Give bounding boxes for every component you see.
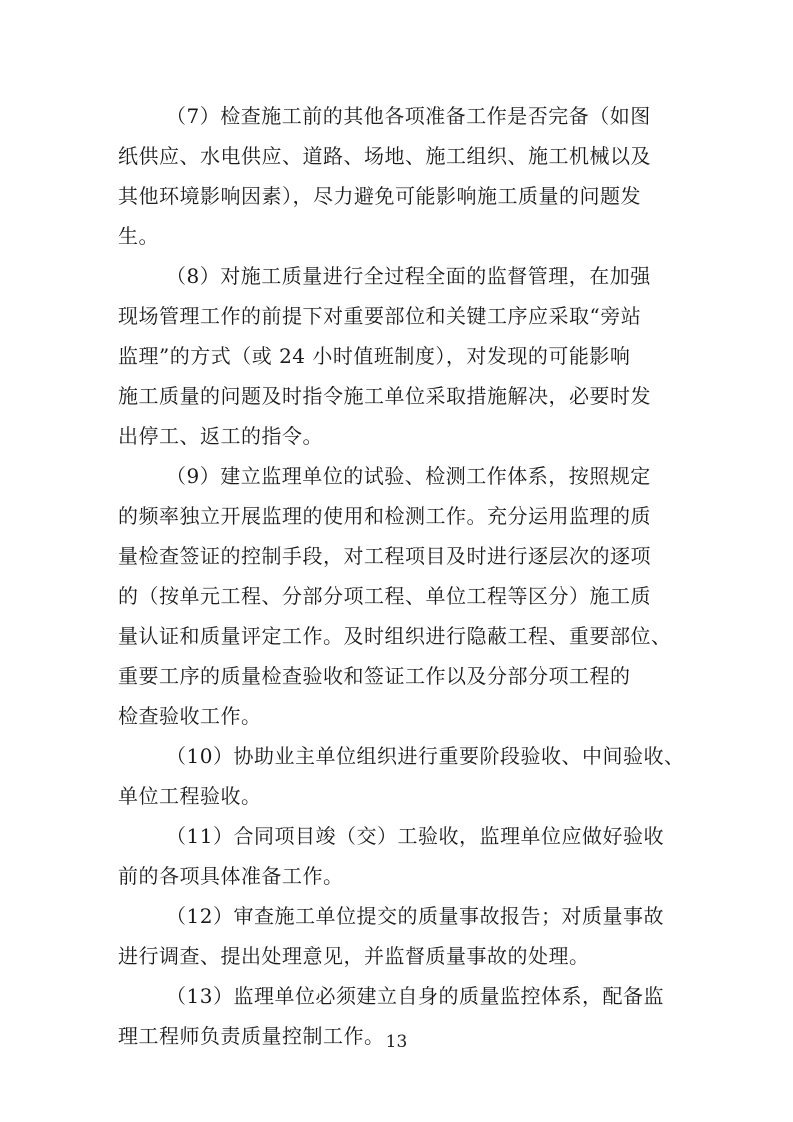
text-line: 进行调查、提出处理意见，并监督质量事故的处理。 (118, 944, 590, 968)
text-line: 前的各项具体准备工作。 (118, 864, 344, 888)
document-body (118, 96, 685, 1056)
text-line: 现场管理工作的前提下对重要部位和关键工序应采取“旁站 (118, 304, 642, 328)
paragraph-item-11 (118, 816, 678, 896)
text-line: 检查验收工作。 (118, 704, 262, 728)
paragraph-item-7 (118, 96, 678, 256)
text-line: 的（按单元工程、分部分项工程、单位工程等区分）施工质 (118, 584, 651, 608)
paragraph-item-9 (118, 456, 678, 736)
text-line: 施工质量的问题及时指令施工单位采取措施解决，必要时发 (118, 384, 651, 408)
text-line: （13）监理单位必须建立自身的质量监控体系，配备监 (166, 984, 664, 1008)
page-number: 13 (385, 1032, 408, 1052)
text-line: 单位工程验收。 (118, 784, 262, 808)
text-line: 监理”的方式（或 24 小时值班制度），对发现的可能影响 (118, 344, 631, 368)
paragraph-item-8 (118, 256, 678, 456)
text-line: 的频率独立开展监理的使用和检测工作。充分运用监理的质 (118, 504, 651, 528)
text-line: 量认证和质量评定工作。及时组织进行隐蔽工程、重要部位、 (118, 624, 672, 648)
text-line: 量检查签证的控制手段，对工程项目及时进行逐层次的逐项 (118, 544, 651, 568)
text-line: 其他环境影响因素），尽力避免可能影响施工质量的问题发 (118, 184, 641, 208)
text-line: （9）建立监理单位的试验、检测工作体系，按照规定 (166, 464, 651, 488)
text-line: 出停工、返工的指令。 (118, 424, 323, 448)
text-line: （12）审查施工单位提交的质量事故报告；对质量事故 (166, 904, 664, 928)
text-line: （11）合同项目竣（交）工验收，监理单位应做好验收 (166, 824, 664, 848)
text-line: （10）协助业主单位组织进行重要阶段验收、中间验收、 (166, 744, 685, 768)
text-line: 理工程师负责质量控制工作。 (118, 1024, 385, 1048)
text-line: （7）检查施工前的其他各项准备工作是否完备（如图 (166, 104, 651, 128)
text-line: （8）对施工质量进行全过程全面的监督管理，在加强 (166, 264, 651, 288)
paragraph-item-10 (118, 736, 685, 816)
paragraph-item-12 (118, 896, 678, 976)
text-line: 生。 (118, 224, 159, 248)
text-line: 纸供应、水电供应、道路、场地、施工组织、施工机械以及 (118, 144, 651, 168)
text-line: 重要工序的质量检查验收和签证工作以及分部分项工程的 (118, 664, 631, 688)
